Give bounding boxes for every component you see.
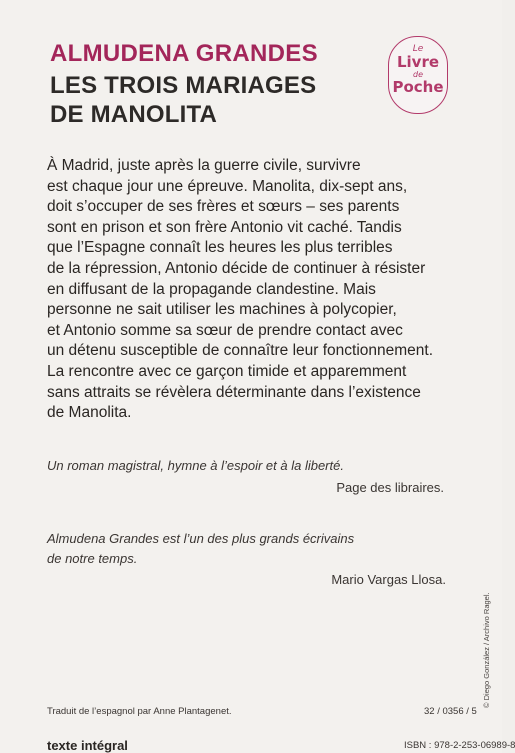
logo-le: Le — [412, 44, 424, 54]
blurb-line: À Madrid, juste après la guerre civile, survivre — [47, 157, 361, 174]
review-source-2: Mario Vargas Llosa. — [331, 572, 446, 587]
blurb-line: personne ne sait utiliser les machines à polycopier, — [47, 301, 397, 319]
blurb-line: un détenu susceptible de connaître leur fonctionnement. — [47, 342, 434, 360]
blurb-line: de la répression, Antonio décide de continuer à résister — [47, 259, 426, 277]
review-quote-2-line-2: de notre temps. — [47, 551, 138, 566]
texte-integral-label: texte intégral — [47, 738, 128, 753]
logo-livre: Livre — [396, 53, 440, 71]
translator-credit: Traduit de l’espagnol par Anne Plantagenet. — [47, 706, 232, 717]
book-title-line-1: LES TROIS MARIAGES — [50, 72, 317, 99]
catalog-code: 32 / 0356 / 5 — [424, 706, 477, 717]
blurb-line: de Manolita. — [47, 404, 132, 422]
blurb-line: que l’Espagne connaît les heures les plus terribles — [47, 239, 393, 257]
blurb-line: doit s’occuper de ses frères et sœurs – ses parents — [47, 198, 400, 216]
review-source-1: Page des libraires. — [336, 480, 444, 495]
photo-credit: © Diego González / Archivo Ragel. — [482, 592, 491, 708]
livre-de-poche-logo — [388, 36, 448, 114]
blurb-line: en diffusant de la propagande clandestine. Mais — [47, 280, 376, 298]
logo-poche: Poche — [392, 78, 444, 96]
review-quote-2-line-1: Almudena Grandes est l’un des plus grands écrivains — [47, 531, 355, 546]
review-quote-1: Un roman magistral, hymne à l’espoir et à la liberté. — [47, 458, 344, 473]
blurb-line: est chaque jour une épreuve. Manolita, dix-sept ans, — [47, 177, 408, 195]
blurb-line: La rencontre avec ce garçon timide et apparemment — [47, 362, 407, 380]
blurb-line: sans attraits se révèlera déterminante dans l’existence — [47, 383, 421, 401]
blurb-text — [47, 156, 467, 424]
book-title-line-2: DE MANOLITA — [50, 101, 218, 128]
isbn-number: ISBN : 978-2-253-06989-8 — [404, 740, 515, 751]
blurb-line: sont en prison et son frère Antonio vit caché. Tandis — [47, 218, 402, 236]
author-name: ALMUDENA GRANDES — [50, 40, 318, 67]
blurb-line: et Antonio somme sa sœur de prendre contact avec — [47, 321, 403, 339]
logo-de: de — [413, 70, 423, 79]
